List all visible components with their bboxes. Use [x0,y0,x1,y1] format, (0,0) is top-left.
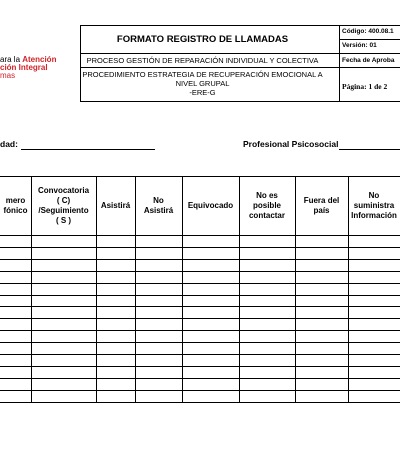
table-row[interactable] [0,367,400,378]
page-number: Página: 1 de 2 [342,82,388,91]
table-row[interactable] [0,284,400,295]
table-row[interactable] [0,355,400,366]
logo-line-3: mas [0,71,16,80]
procedure-line-2: NIVEL GRUPAL [175,79,230,88]
format-title: FORMATO REGISTRO DE LLAMADAS [116,34,289,45]
table-row[interactable] [0,343,400,354]
field-professional-line[interactable] [339,149,400,150]
approval-date: Fecha de Aproba [342,57,395,64]
field-left-line[interactable] [21,149,155,150]
table-row[interactable] [0,307,400,318]
column-header: Equivocado [187,200,234,210]
document-code: Código: 400.08.1 [342,28,394,35]
logo-text-red: Atención [22,55,57,64]
table-row[interactable] [0,272,400,283]
table-row[interactable] [0,379,400,390]
procedure-title [80,70,325,97]
table-row[interactable] [0,296,400,307]
field-label-left: dad: [0,139,18,149]
column-header: No es posible contactar [248,190,285,220]
logo-text: ara la [0,55,23,64]
logo-line-2: ción Integral [0,63,48,72]
column-header: Fuera del país [303,195,340,215]
column-header: No Asistirá [143,195,174,215]
field-label-professional: Profesional Psicosocial [243,139,339,149]
process-title: PROCESO GESTIÓN DE REPARACIÓN INDIVIDUAL Y COLECTIVA [86,56,319,65]
column-header: No suministra Información [351,190,397,220]
procedure-line-3: -ERE-G [189,88,216,97]
table-row[interactable] [0,248,400,259]
document-version: Versión: 01 [342,42,377,49]
table-row[interactable] [0,319,400,330]
procedure-line-1: PROCEDIMIENTO ESTRATEGIA DE RECUPERACIÓN EMOCIONAL A [82,70,323,79]
column-header: mero fónico [3,195,28,215]
column-header: Asistirá [100,200,131,210]
table-row[interactable] [0,236,400,247]
table-row[interactable] [0,331,400,342]
table-row[interactable] [0,260,400,271]
column-header: Convocatoria ( C) /Seguimiento ( S ) [37,185,90,225]
table-row[interactable] [0,391,400,402]
